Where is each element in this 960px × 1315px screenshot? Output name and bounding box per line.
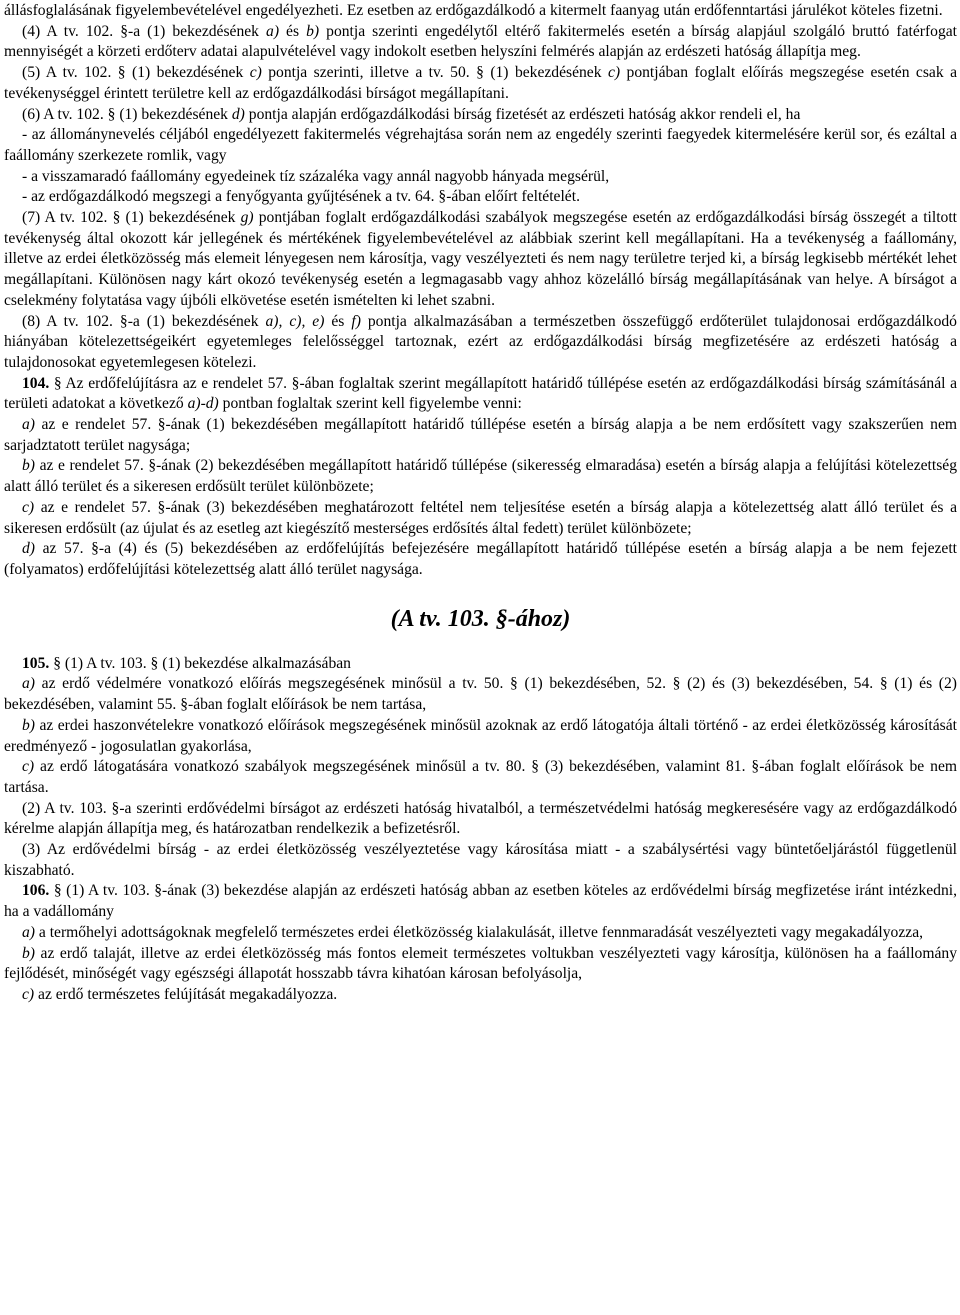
paragraph <box>4 757 957 798</box>
point-label: a) <box>22 675 35 693</box>
paragraph-text: pontjában foglalt előírás megszegése esetén csak a tevékenységgel érintett területre kell az erdőgazdálkodási bírságot megállapítani. <box>4 64 958 102</box>
point-label: c) <box>22 758 35 776</box>
paragraph-text: § (1) A tv. 103. §-ának (3) bekezdése alapján az erdészeti hatóság abban az esetben köteles az erdővédelmi bírság megfizetése iránt intézkedni, ha a vadállomány <box>4 882 957 921</box>
paragraph-text: (5) A tv. 102. § (1) bekezdésének <box>22 64 250 82</box>
paragraph <box>4 498 957 539</box>
paragraph-text: az e rendelet 57. §-ának (3) bekezdésében meghatározott feltétel nem teljesítése esetén a bírság alapja a kötelezettség alatt álló terület és a sikeresen erdősült (az újulat és az esetleg azt kiegészítő mesterséges erdősítés által fedett) terület különbözete; <box>4 498 957 537</box>
paragraph-text: pontban foglaltak szerint kell figyelembe venni: <box>218 395 522 413</box>
paragraph-text: (2) A tv. 103. §-a szerinti erdővédelmi bírságot az erdészeti hatóság hivatalból, a természetvédelmi hatóság megkeresésére vagy az erdőgazdálkodó kérelme alapján állapítja meg, és határozatban rendelkezik a befizetésről. <box>4 799 957 838</box>
paragraph-text: az e rendelet 57. §-ának (2) bekezdésében megállapított határidő túllépése (sikeresség elmaradása) esetén a bírság alapja a felújítási kötelezettség alatt álló terület és a sikeresen erdősült terület különbözete; <box>4 457 957 496</box>
paragraph <box>4 63 957 104</box>
point-label: b) <box>22 716 35 734</box>
paragraph-text: pontja alkalmazásában a természetben összefüggő erdőterület tulajdonosai erdőgazdálkodó hiányában kötelezettségeikért egyetemleges felelősséggel tartoznak, ezért az erdőgazdálkodási bírság megfizetésére az erdészeti hatóság a tulajdonosokat egyetemlegesen kötelezi. <box>4 312 957 371</box>
paragraph-text: állásfoglalásának figyelembevételével engedélyezheti. Ez esetben az erdőgazdálkodó a kitermelt faanyag után erdőfenntartási járulékot köteles fizetni. <box>4 2 943 19</box>
paragraph <box>4 985 957 1006</box>
point-label: d) <box>22 540 35 558</box>
paragraph <box>4 840 957 881</box>
paragraph <box>4 674 957 715</box>
point-label: c) <box>249 64 262 82</box>
paragraph-text: az erdő védelmére vonatkozó előírás megszegésének minősül a tv. 50. § (1) bekezdésében, 52. § (2) és (3) bekezdésében, 54. § (1) és (2) bekezdésében, valamint 55. §-ában foglalt előírások be nem tartása, <box>4 675 957 714</box>
paragraph-text: az erdő talaját, illetve az erdei életközösség más fontos elemeit természetes voltukban veszélyezteti vagy károsítja, különösen ha a faállomány fejlődését, minőségét vagy egészségi állapotát hosszabb távra kihatóan károsan befolyásolja, <box>4 944 957 983</box>
section-102-103-text <box>4 1 957 581</box>
paragraph-text: (7) A tv. 102. § (1) bekezdésének <box>22 209 241 227</box>
paragraph <box>4 799 957 840</box>
paragraph <box>4 456 957 497</box>
paragraph-text: § (1) A tv. 103. § (1) bekezdése alkalmazásában <box>49 654 351 672</box>
paragraph-text: az 57. §-a (4) és (5) bekezdésében az erdőfelújítás befejezésére megállapított határidő túllépése esetén a bírság alapja a be nem fejezett (folyamatos) erdőfelújítási kötelezettség alatt álló terület nagysága. <box>4 540 957 578</box>
paragraph <box>4 105 957 126</box>
paragraph-text: és <box>279 22 307 40</box>
paragraph-text: (4) A tv. 102. §-a (1) bekezdésének <box>22 22 267 40</box>
point-label: f) <box>351 312 361 330</box>
paragraph-text: az erdő természetes felújítását megakadályozza. <box>34 985 338 1003</box>
point-label: a) <box>266 22 280 40</box>
paragraph <box>4 187 957 208</box>
point-label: b) <box>22 457 35 475</box>
point-label: c) <box>607 64 621 82</box>
section-number: 104. <box>22 374 50 392</box>
paragraph-text: a termőhelyi adottságoknak megfelelő természetes erdei életközösség kialakulását, illetve fennmaradását veszélyezteti vagy megakadályozza, <box>35 923 924 941</box>
paragraph-text: az e rendelet 57. §-ának (1) bekezdésében megállapított határidő túllépése esetén a bírság alapja a be nem erdősített vagy szakszerűen nem sarjadztatott terület nagysága; <box>4 416 957 454</box>
paragraph-text: (6) A tv. 102. § (1) bekezdésének <box>22 105 232 123</box>
paragraph-text: (3) Az erdővédelmi bírság - az erdei életközösség veszélyeztetése vagy károsítása miatt - a szabálysértési vagy büntetőeljárástól függetlenül kiszabható. <box>4 841 957 879</box>
paragraph <box>4 716 957 757</box>
paragraph <box>4 167 957 188</box>
paragraph <box>4 208 957 312</box>
paragraph <box>4 923 957 944</box>
section-number: 105. <box>22 654 50 672</box>
point-label: b) <box>306 22 320 40</box>
section-number: 106. <box>22 882 50 900</box>
point-label: c) <box>22 985 35 1003</box>
paragraph-text: pontja alapján erdőgazdálkodási bírság fizetését az erdészeti hatóság akkor rendeli el, ha <box>244 105 801 123</box>
point-label: c) <box>22 498 35 516</box>
point-label: a) <box>22 416 35 434</box>
paragraph-text: - az állománynevelés céljából engedélyezett fakitermelés végrehajtása során nem az engedély szerinti faegyedek kitermelésére kerül sor, és ezáltal a faállomány szerkezete romlik, vagy <box>4 126 957 164</box>
paragraph <box>4 881 957 922</box>
paragraph <box>4 312 957 374</box>
paragraph-text: - az erdőgazdálkodó megszegi a fenyőgyanta gyűjtésének a tv. 64. §-ában előírt feltételét. <box>22 188 580 206</box>
paragraph <box>4 654 957 675</box>
paragraph <box>4 125 957 166</box>
paragraph <box>4 944 957 985</box>
paragraph <box>4 415 957 456</box>
paragraph-text: pontjában foglalt erdőgazdálkodási szabályok megszegése esetén az erdőgazdálkodási bírság összegét a tiltott tevékenység által okozott kár jellegének és mértékének figyelembevételével az alábbiak szerint kell megállapítani. Ha a tevékenység a faállomány, illetve az erdei életközösség más elemeit lényegesen nem károsítja, vagy veszélyezteti és nem nagy területre terjed ki, a bírság legkisebb mértékét lehet megállapítani. Különösen nagy kárt okozó tevékenység esetén a legmagasabb vagy ahhoz közelálló bírság megállapításának van helye. A bírságot a cselekmény folytatása vagy újbóli elkövetése esetén ismételten ki lehet szabni. <box>4 209 957 309</box>
paragraph <box>4 22 957 63</box>
point-label: g) <box>240 209 254 227</box>
section-105-106-text <box>4 654 957 1006</box>
paragraph-text: pontja szerinti, illetve a tv. 50. § (1) bekezdésének <box>261 64 608 82</box>
paragraph-text: az erdei haszonvételekre vonatkozó előírások megszegésének minősül azoknak az erdő látogatója általi történő - az erdei életközösség károsítását eredményező - jogosulatlan gyakorlása, <box>4 716 957 755</box>
point-label: d) <box>231 105 245 123</box>
point-label: b) <box>22 944 35 962</box>
paragraph-text: - a visszamaradó faállomány egyedeinek tíz százaléka vagy annál nagyobb hányada megsérül, <box>22 167 610 185</box>
paragraph <box>4 1 957 22</box>
point-label: a)-d) <box>187 395 219 413</box>
paragraph <box>4 539 957 580</box>
paragraph-text: (8) A tv. 102. §-a (1) bekezdésének <box>22 312 266 330</box>
paragraph-text: § Az erdőfelújításra az e rendelet 57. §-ában foglaltak szerint megállapított határidő túllépése esetén az erdőgazdálkodási bírság számításánál a területi adatokat a következő <box>4 374 957 413</box>
point-label: a) <box>22 923 35 941</box>
paragraph-text: az erdő látogatására vonatkozó szabályok megszegésének minősül a tv. 80. § (3) bekezdésében, valamint 81. §-ában foglalt előírások be nem tartása. <box>4 758 957 796</box>
point-label: a), c), e) <box>265 312 325 330</box>
paragraph-text: pontja szerinti engedélytől eltérő fakitermelés esetén a bírság alapjául szolgáló bruttó fatérfogat mennyiségét a körzeti erdőterv adatai alapulvételével vagy indokolt esetben helyszíni felmérés alapján az erdészeti hatóság állapítja meg. <box>4 22 957 61</box>
paragraph-text: és <box>324 312 352 330</box>
section-heading: (A tv. 103. §-ához) <box>390 605 571 632</box>
paragraph <box>4 374 957 415</box>
